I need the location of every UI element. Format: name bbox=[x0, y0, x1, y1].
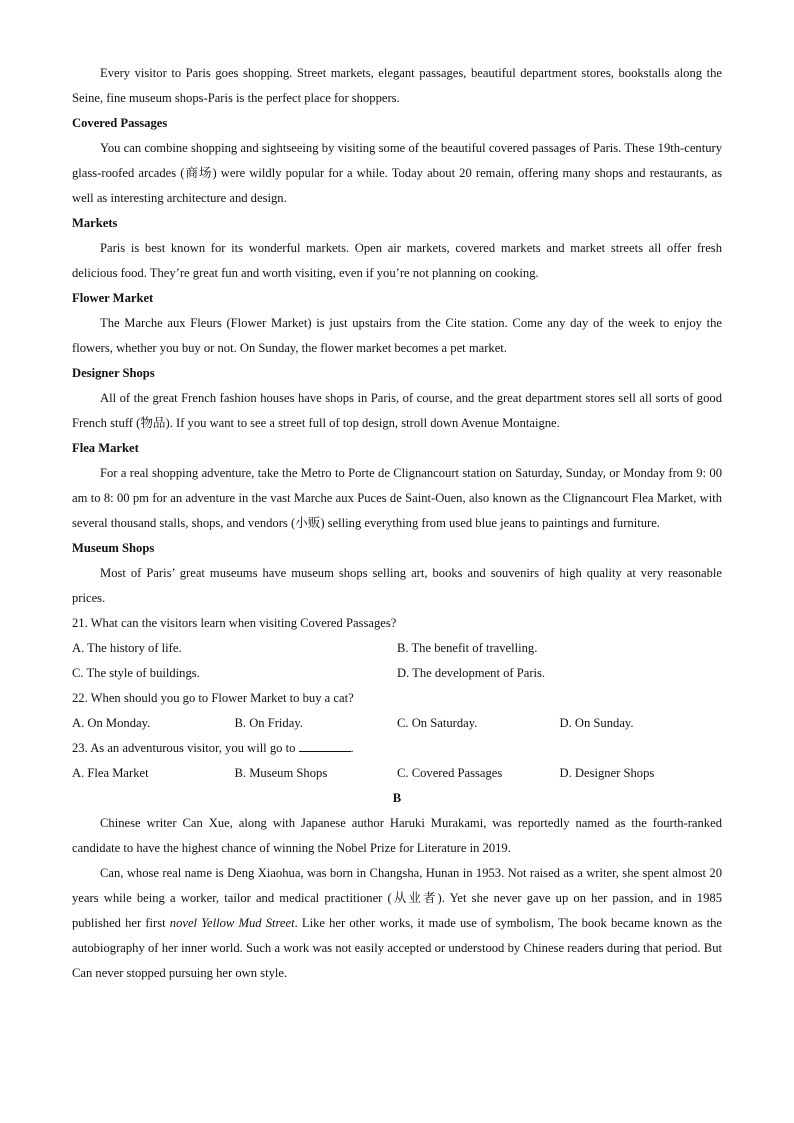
question-21-option-c: C. The style of buildings. bbox=[72, 666, 200, 680]
section-heading-flower-market: Flower Market bbox=[72, 291, 154, 305]
question-21-options-row-2 bbox=[72, 661, 722, 686]
question-22-option-d: D. On Sunday. bbox=[559, 716, 634, 730]
question-23-option-d: D. Designer Shops bbox=[559, 766, 655, 780]
passage-b-paragraph-1: Chinese writer Can Xue, along with Japanese author Haruki Murakami, was reportedly named as the fourth-ranked candidate to have the highest chance of winning the Nobel Prize for Literature in 2019. bbox=[72, 816, 722, 855]
section-heading-markets: Markets bbox=[72, 216, 118, 230]
question-21-options-row-1 bbox=[72, 636, 722, 661]
question-23-stem-line bbox=[72, 736, 722, 761]
question-21-option-b: B. The benefit of travelling. bbox=[397, 641, 538, 655]
question-23-stem: 23. As an adventurous visitor, you will go to bbox=[72, 741, 296, 755]
passage-b-label: B bbox=[392, 791, 402, 805]
section-text-museum-shops: Most of Paris’ great museums have museum shops selling art, books and souvenirs of high quality at very reasonable prices. bbox=[72, 566, 722, 605]
question-23-options bbox=[72, 761, 722, 786]
question-23-option-a: A. Flea Market bbox=[72, 766, 149, 780]
question-21-option-d: D. The development of Paris. bbox=[397, 666, 546, 680]
answer-blank bbox=[299, 740, 351, 752]
section-text-designer-shops: All of the great French fashion houses have shops in Paris, of course, and the great department stores sell all sorts of good French stuff (物品). If you want to see a street full of top design, stroll down Avenue Montaigne. bbox=[72, 391, 722, 430]
question-22-stem: 22. When should you go to Flower Market to buy a cat? bbox=[72, 691, 354, 705]
section-text-covered-passages: You can combine shopping and sightseeing by visiting some of the beautiful covered passages of Paris. These 19th-century glass-roofed arcades (商场) were wildly popular for a while. Today about 20 remain, offering many shops and restaurants, as well as interesting architecture and design. bbox=[72, 141, 722, 205]
question-23-option-b: B. Museum Shops bbox=[234, 766, 328, 780]
section-heading-museum-shops: Museum Shops bbox=[72, 541, 155, 555]
question-22-option-b: B. On Friday. bbox=[234, 716, 303, 730]
passage-b-paragraph-2 bbox=[72, 861, 722, 986]
passage-b-p2-before: Can, whose real name is Deng Xiaohua, was born in Changsha, Hunan in 1953. Not raised as a writer, she spent almost 20 years while being a worker, tailor and medical practitioner (从业者). Yet she never gave up on her passion, and in 1985 published her first bbox=[72, 866, 722, 930]
section-text-flower-market: The Marche aux Fleurs (Flower Market) is just upstairs from the Cite station. Come any day of the week to enjoy the flowers, whether you buy or not. On Sunday, the flower market becomes a pet market. bbox=[72, 316, 722, 355]
question-22-option-c: C. On Saturday. bbox=[397, 716, 478, 730]
question-22-option-a: A. On Monday. bbox=[72, 716, 151, 730]
question-21-option-a: A. The history of life. bbox=[72, 641, 182, 655]
section-heading-flea-market: Flea Market bbox=[72, 441, 139, 455]
question-22-options bbox=[72, 711, 722, 736]
passage-b-p2-title: novel Yellow Mud Street bbox=[169, 916, 295, 930]
section-heading-covered-passages: Covered Passages bbox=[72, 116, 168, 130]
passage-b-p2-after: . Like her other works, it made use of symbolism, The book became known as the autobiography of her inner world. Such a work was not easily accepted or understood by Chinese readers during that period. But Can never stopped pursuing her own style. bbox=[72, 916, 722, 980]
section-text-markets: Paris is best known for its wonderful markets. Open air markets, covered markets and market streets all offer fresh delicious food. They’re great fun and worth visiting, even if you’re not planning on cooking. bbox=[72, 241, 722, 280]
question-23-option-c: C. Covered Passages bbox=[397, 766, 503, 780]
passage-a-intro: Every visitor to Paris goes shopping. Street markets, elegant passages, beautiful department stores, bookstalls along the Seine, fine museum shops-Paris is the perfect place for shoppers. bbox=[72, 66, 722, 105]
section-heading-designer-shops: Designer Shops bbox=[72, 366, 155, 380]
question-21-stem: 21. What can the visitors learn when visiting Covered Passages? bbox=[72, 616, 397, 630]
question-23-stem-end: . bbox=[350, 741, 354, 755]
document-content bbox=[72, 61, 722, 986]
section-text-flea-market: For a real shopping adventure, take the Metro to Porte de Clignancourt station on Saturday, Sunday, or Monday from 9: 00 am to 8: 00 pm for an adventure in the vast Marche aux Puces de Saint-Ouen, also known as the Clignancourt Flea Market, with several thousand stalls, shops, and vendors (小贩) selling everything from used blue jeans to paintings and furniture. bbox=[72, 466, 722, 530]
